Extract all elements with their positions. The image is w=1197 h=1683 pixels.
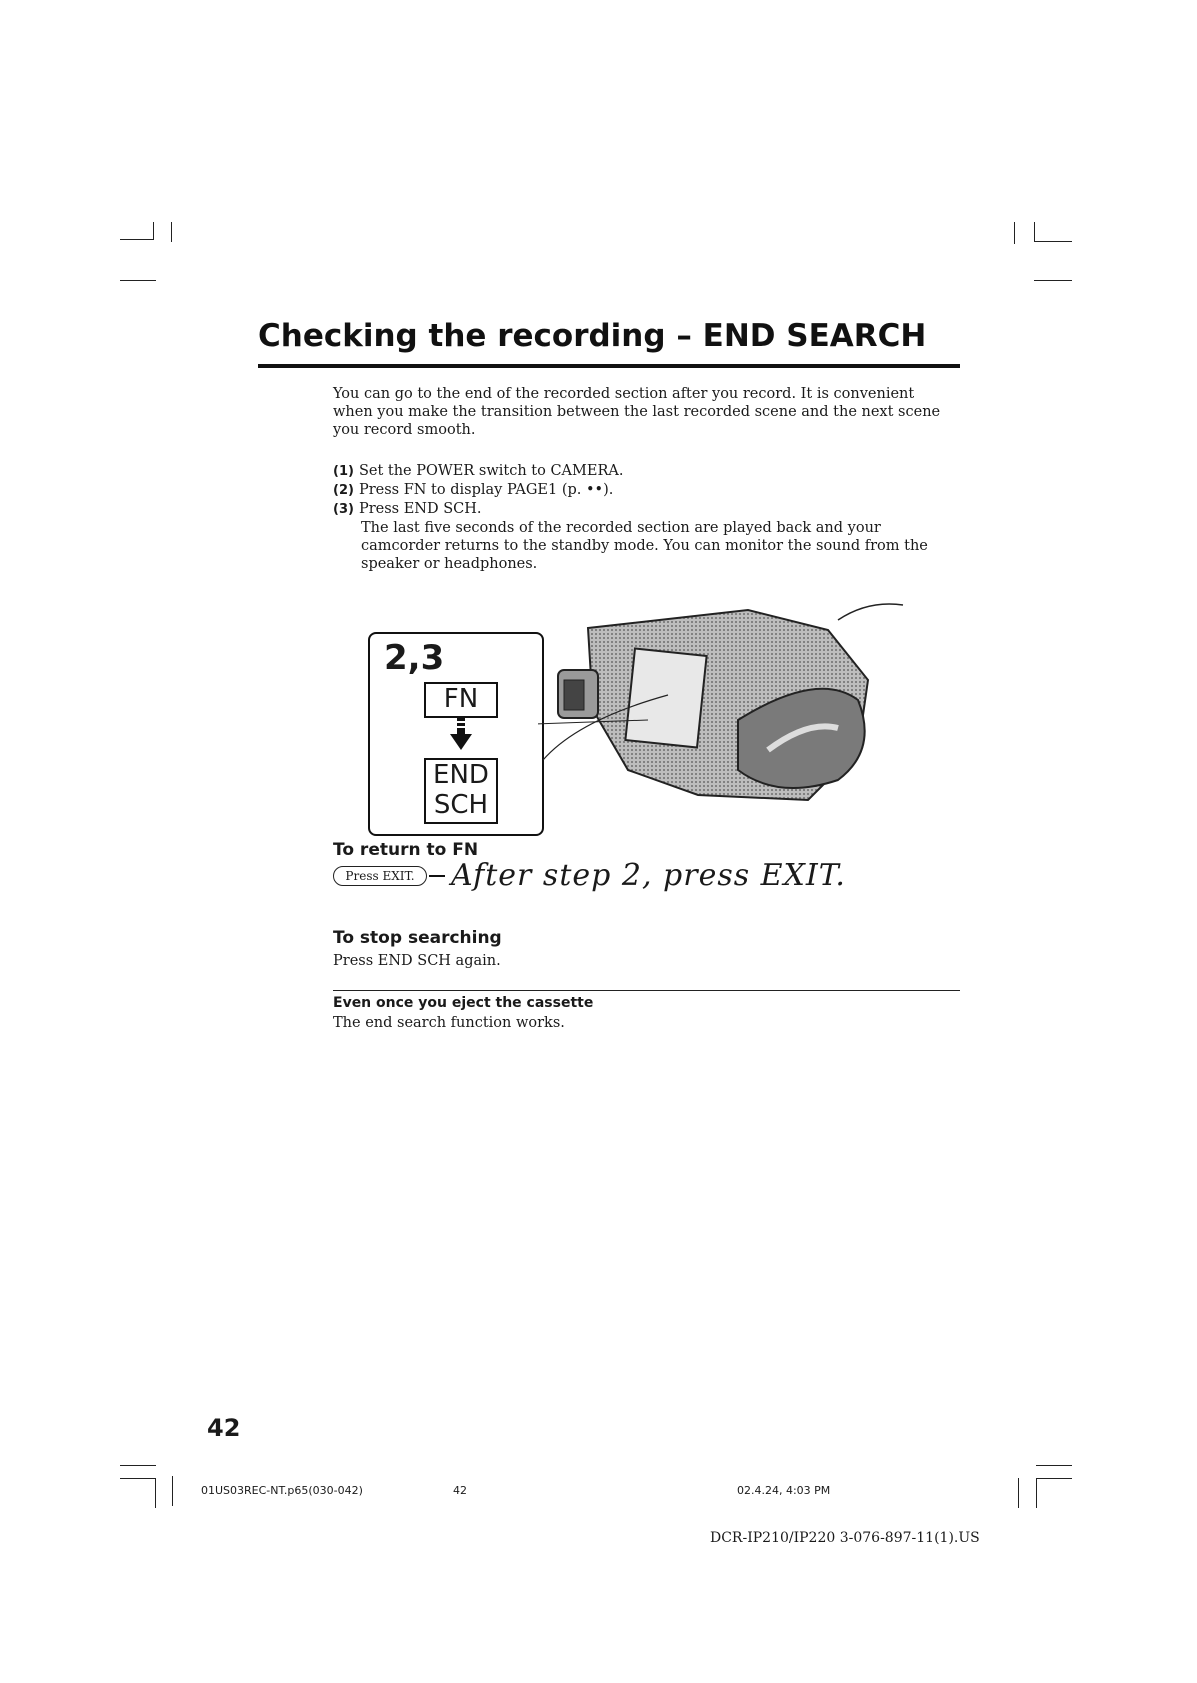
stop-heading: To stop searching <box>333 928 502 948</box>
crop-mark <box>120 1478 156 1479</box>
step-detail: The last five seconds of the recorded section are played back and your camcorder returns to the standby mode. You can monitor the sound from the speaker or headphones. <box>361 520 928 572</box>
crop-mark <box>172 1476 173 1506</box>
crop-mark <box>155 1478 156 1508</box>
page-number: 42 <box>207 1414 241 1442</box>
note-text: The end search function works. <box>333 1015 565 1031</box>
note-divider <box>333 990 960 991</box>
footer-page-ref: 42 <box>453 1484 467 1497</box>
step-number: (1) <box>333 464 354 479</box>
crop-mark <box>120 239 154 240</box>
step-number: (3) <box>333 502 354 517</box>
step-text: Press END SCH. <box>358 501 482 517</box>
end-sch-line2: SCH <box>433 790 489 820</box>
crop-mark <box>1034 222 1035 242</box>
end-sch-line1: END <box>433 760 489 790</box>
crop-mark <box>120 280 156 281</box>
step-item <box>333 462 953 481</box>
step-text: Press FN to display PAGE1 (p. ••). <box>358 482 614 498</box>
crop-mark <box>153 222 154 240</box>
note-heading: Even once you eject the cassette <box>333 995 594 1011</box>
title-underline <box>258 364 960 368</box>
press-exit-label: Press EXIT. <box>333 866 427 886</box>
intro-paragraph: You can go to the end of the recorded section after you record. It is convenient when you make the transition between the last recorded scene and the next scene you record smooth. <box>333 386 941 438</box>
stop-text: Press END SCH again. <box>333 953 501 969</box>
crop-mark <box>1036 1478 1072 1479</box>
model-number: DCR-IP210/IP220 3-076-897-11(1).US <box>710 1530 980 1546</box>
footer-filename: 01US03REC-NT.p65(030-042) <box>201 1484 363 1497</box>
page-title: Checking the recording – END SEARCH <box>258 318 927 354</box>
camcorder-illustration <box>538 600 908 810</box>
end-sch-button <box>424 758 498 824</box>
step-text: Set the POWER switch to CAMERA. <box>358 463 624 479</box>
handwritten-note: After step 2, press EXIT. <box>451 858 846 893</box>
arrow-down-icon <box>450 718 472 752</box>
step-number: (2) <box>333 483 354 498</box>
button-sequence-panel <box>368 632 544 836</box>
crop-mark <box>171 222 172 242</box>
crop-mark <box>1036 1478 1037 1508</box>
exit-annotation <box>333 858 853 902</box>
step-item <box>333 481 953 500</box>
crop-mark <box>1034 280 1072 281</box>
step-item <box>333 500 953 519</box>
steps-list <box>333 462 953 573</box>
footer-timestamp: 02.4.24, 4:03 PM <box>737 1484 831 1497</box>
crop-mark <box>1036 1465 1072 1466</box>
crop-mark <box>1034 241 1072 242</box>
crop-mark <box>1018 1478 1019 1508</box>
panel-step-numbers: 2,3 <box>384 638 445 678</box>
fn-button: FN <box>424 682 498 718</box>
crop-mark <box>120 1465 156 1466</box>
annotation-dash <box>429 875 445 877</box>
return-heading: To return to FN <box>333 840 479 860</box>
crop-mark <box>1014 222 1015 244</box>
